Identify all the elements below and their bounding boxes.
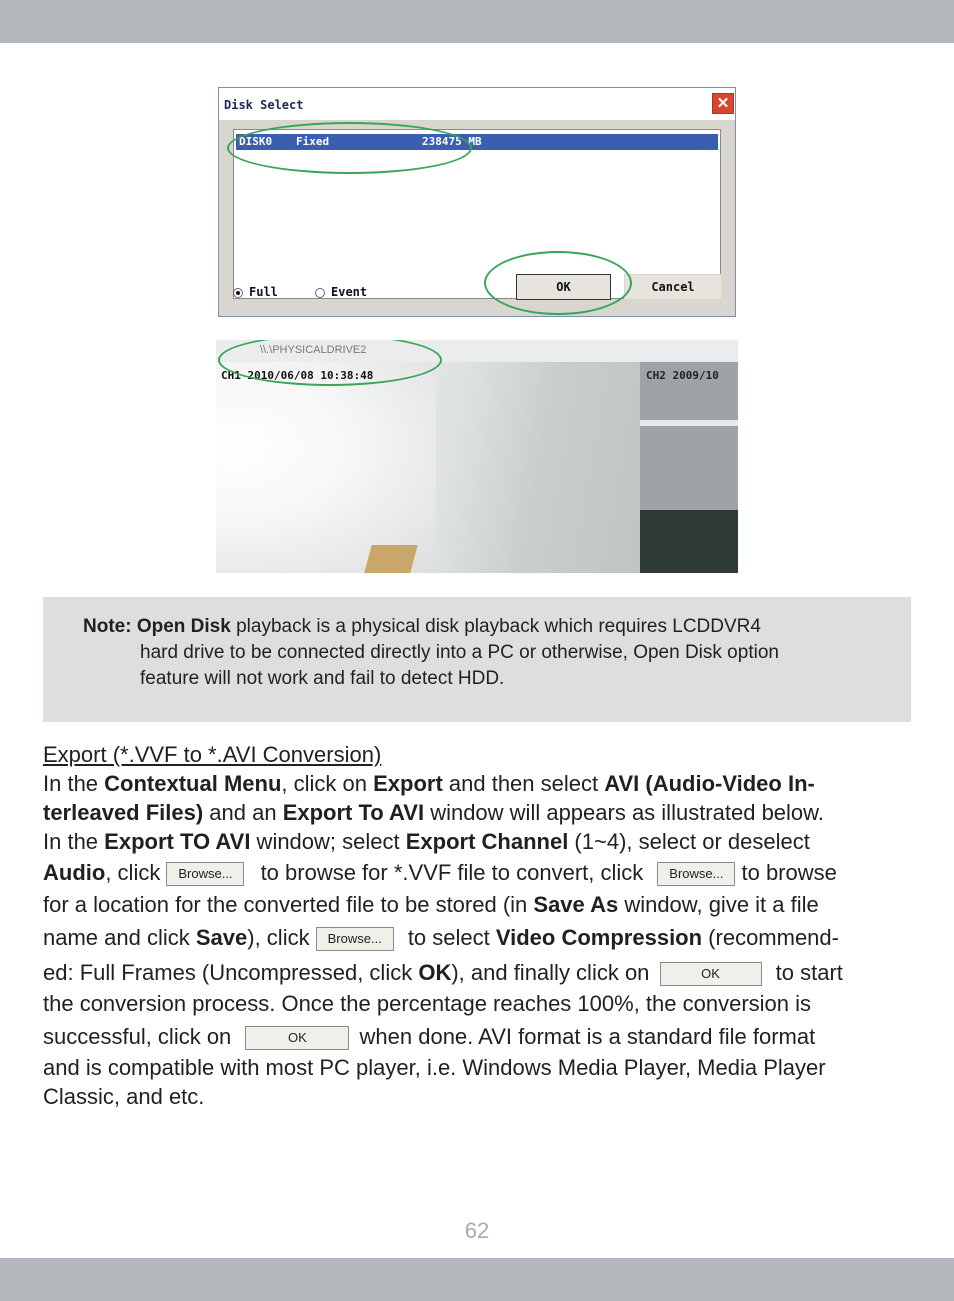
body-line-2: terleaved Files) and an Export To AVI window will appears as illustrated below. — [43, 800, 824, 825]
disk-type: Fixed — [296, 135, 330, 148]
browse-button[interactable]: Browse... — [316, 927, 394, 951]
body-line-8: the conversion process. Once the percentage reaches 100%, the conversion is — [43, 991, 812, 1016]
body-line-10: and is compatible with most PC player, i.e. Windows Media Player, Media Player — [43, 1055, 826, 1080]
cancel-button[interactable]: Cancel — [624, 274, 722, 300]
body-line-5: for a location for the converted file to be stored (in Save As window, give it a file — [43, 892, 819, 917]
page-number: 62 — [464, 1218, 490, 1243]
ch1-timestamp: CH1 2010/06/08 10:38:48 — [221, 369, 374, 382]
frame-title: \\.\PHYSICALDRIVE2 — [260, 344, 367, 356]
scene-shelf — [640, 420, 738, 426]
scene-wall — [216, 362, 436, 573]
scene-dark-area — [640, 510, 738, 573]
note-line-1 — [83, 614, 761, 640]
body-line-9: successful, click on OK when done. AVI format is a standard file format — [43, 1024, 816, 1049]
disk-select-dialog — [218, 87, 736, 317]
close-icon[interactable]: ✕ — [712, 93, 734, 114]
ok-button[interactable]: OK — [516, 274, 611, 300]
playback-frame — [216, 340, 738, 573]
ch2-timestamp: CH2 2009/10 — [646, 369, 719, 382]
radio-selected-icon — [233, 288, 243, 298]
section-heading: Export (*.VVF to *.AVI Conversion) — [43, 742, 382, 767]
note-text-1: playback is a physical disk playback which requires LCDDVR4 — [230, 616, 761, 637]
note-open-disk: Open Disk — [136, 616, 231, 637]
scene-box — [364, 545, 418, 573]
radio-event-label: Event — [331, 285, 368, 299]
note-label: Note: — [83, 616, 132, 637]
dialog-title: Disk Select — [224, 98, 304, 112]
disk-size: 238475 MB — [422, 135, 482, 148]
body-line-6: name and click Save), click Browse... to select Video Compression (recommend- — [43, 925, 839, 950]
body-line-4: Audio, click Browse... to browse for *.VVF file to convert, click Browse... to browse — [43, 860, 837, 885]
browse-button[interactable]: Browse... — [657, 862, 735, 886]
disk-name: DISK0 — [239, 135, 273, 148]
body-line-11: Classic, and etc. — [43, 1084, 205, 1109]
radio-unselected-icon — [315, 288, 325, 298]
body-line-7: ed: Full Frames (Uncompressed, click OK), and finally click on OK to start — [43, 960, 843, 985]
ok-inline-button[interactable]: OK — [660, 962, 762, 986]
radio-event[interactable] — [315, 285, 367, 299]
ok-inline-button[interactable]: OK — [245, 1026, 349, 1050]
body-line-1: In the Contextual Menu, click on Export and then select AVI (Audio-Video In- — [43, 771, 815, 796]
footer-bar — [0, 1258, 954, 1301]
note-line-3: feature will not work and fail to detect HDD. — [140, 668, 505, 689]
note-line-2: hard drive to be connected directly into a PC or otherwise, Open Disk option — [140, 642, 779, 663]
browse-button[interactable]: Browse... — [166, 862, 244, 886]
body-line-3: In the Export TO AVI window; select Export Channel (1~4), select or deselect — [43, 829, 810, 854]
radio-full[interactable] — [233, 285, 278, 299]
header-bar — [0, 0, 954, 43]
highlight-ellipse — [484, 251, 632, 315]
dialog-titlebar — [219, 88, 735, 120]
note-box — [43, 597, 911, 722]
radio-full-label: Full — [249, 285, 278, 299]
highlight-ellipse — [227, 122, 472, 174]
